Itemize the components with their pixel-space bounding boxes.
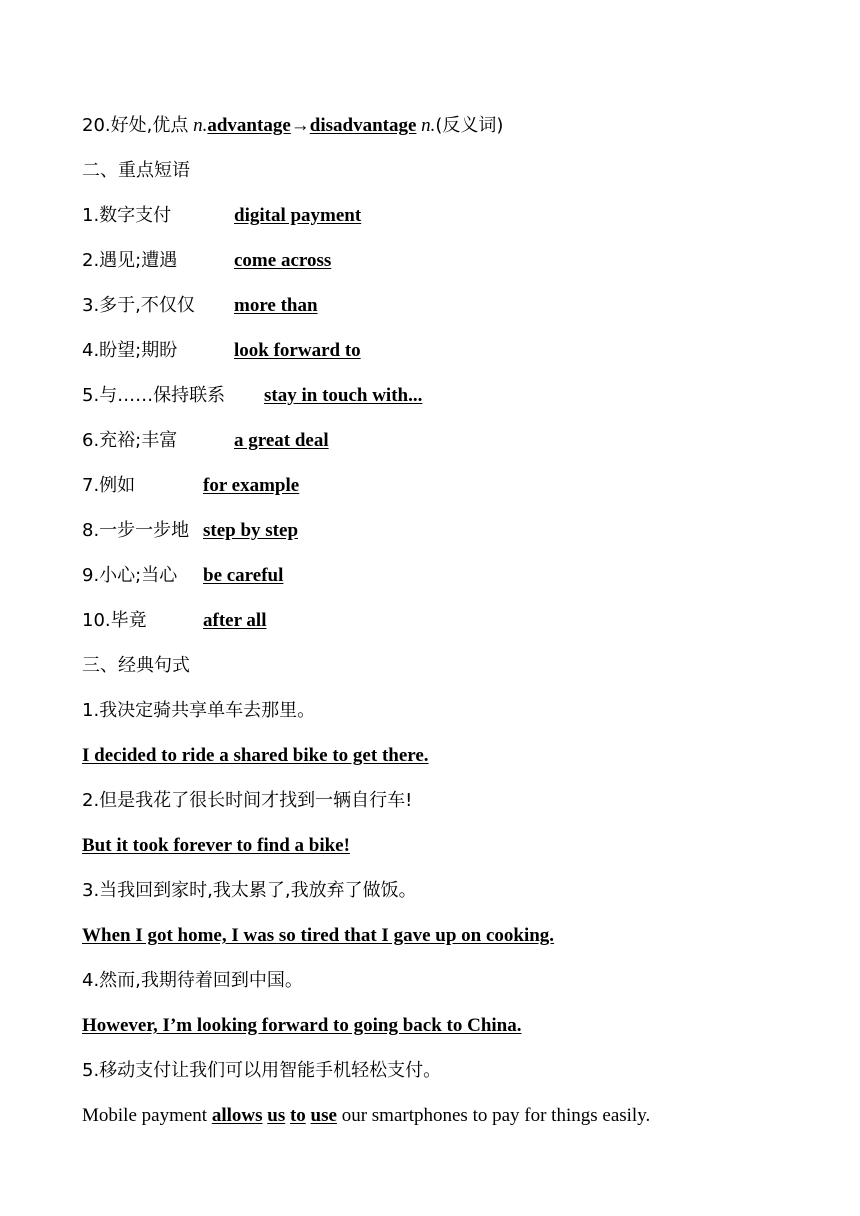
phrase-answer: stay in touch with... (264, 385, 423, 406)
answer-antonym: disadvantage (309, 115, 417, 136)
phrase-row (82, 474, 300, 498)
phrase-answer: be careful (203, 565, 284, 586)
sentence-answer: But it took forever to find a bike! (82, 835, 350, 856)
phrase-answer: look forward to (234, 340, 361, 361)
phrase-row (82, 294, 318, 318)
phrase-cn: 2.遇见;遭遇 (82, 250, 178, 271)
phrase-answer: digital payment (234, 205, 362, 226)
phrase-answer: a great deal (234, 430, 329, 451)
phrase-row (82, 609, 267, 633)
vocab-cn: 20.好处,优点 (82, 115, 189, 136)
answer-blank: use (310, 1105, 337, 1126)
sentence-cn: 5.移动支付让我们可以用智能手机轻松支付。 (82, 1060, 442, 1081)
arrow: → (290, 115, 310, 136)
pos-label: n. (421, 115, 436, 136)
sentence-answer: I decided to ride a shared bike to get there. (82, 745, 429, 766)
phrase-answer: for example (203, 475, 300, 496)
sentence-cn: 4.然而,我期待着回到中国。 (82, 970, 303, 991)
vocab-item-20 (82, 114, 503, 138)
phrase-cn: 5.与……保持联系 (82, 385, 226, 406)
phrase-cn: 6.充裕;丰富 (82, 430, 178, 451)
sentence-cn: 2.但是我花了很长时间才找到一辆自行车! (82, 790, 413, 811)
sentence-cn: 1.我决定骑共享单车去那里。 (82, 700, 316, 721)
phrase-cn: 1.数字支付 (82, 205, 172, 226)
answer-word: advantage (207, 115, 291, 136)
sentence-answer: When I got home, I was so tired that I gave up on cooking. (82, 925, 555, 946)
section-title-sentences: 三、经典句式 (82, 655, 190, 676)
phrase-row (82, 429, 329, 453)
phrase-cn: 8.一步一步地 (82, 520, 190, 541)
phrase-answer: come across (234, 250, 332, 271)
phrase-cn: 3.多于,不仅仅 (82, 295, 195, 316)
phrase-row (82, 204, 362, 228)
phrase-cn: 7.例如 (82, 475, 136, 496)
phrase-row (82, 339, 361, 363)
antonym-note: (反义词) (435, 115, 504, 136)
answer-blank: allows (211, 1105, 263, 1126)
phrase-answer: after all (203, 610, 267, 631)
phrase-row (82, 384, 423, 408)
phrase-row (82, 519, 299, 543)
sentence-answer: However, I’m looking forward to going back to China. (82, 1015, 522, 1036)
sentence-text: our smartphones to pay for things easily. (336, 1105, 651, 1126)
answer-blank: to (289, 1105, 306, 1126)
phrase-row (82, 564, 284, 588)
phrase-answer: more than (234, 295, 318, 316)
sentence-text: Mobile payment (82, 1105, 212, 1126)
sentence-cn: 3.当我回到家时,我太累了,我放弃了做饭。 (82, 880, 417, 901)
section-title-phrases: 二、重点短语 (82, 160, 190, 181)
phrase-answer: step by step (203, 520, 299, 541)
phrase-cn: 4.盼望;期盼 (82, 340, 178, 361)
answer-blank: us (267, 1105, 286, 1126)
phrase-cn: 9.小心;当心 (82, 565, 178, 586)
sentence-fill-line (82, 1104, 650, 1128)
phrase-row (82, 249, 332, 273)
pos-label: n. (193, 115, 208, 136)
phrase-cn: 10.毕竟 (82, 610, 147, 631)
